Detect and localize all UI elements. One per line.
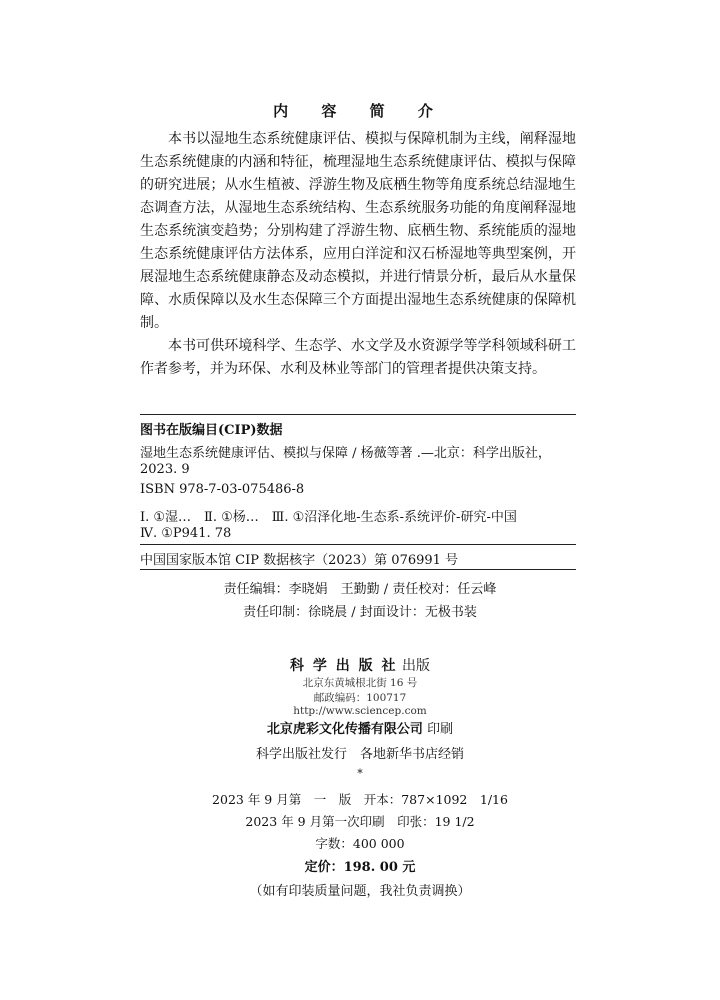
separator-asterisk: *: [357, 767, 363, 780]
distribution-line: 科学出版社发行 各地新华书店经销: [255, 747, 464, 762]
edition-line-2: 2023 年 9 月第一次印刷 印张：19 1/2: [245, 814, 475, 829]
cip-library-note: 中国国家版本馆 CIP 数据核字（2023）第 076991 号: [140, 553, 459, 568]
cip-top-rule: [140, 414, 576, 415]
staff-line-1: 责任编辑：李晓娟 王勤勤 / 责任校对：任云峰: [223, 582, 497, 597]
publisher-line: [0, 655, 720, 675]
printer-role: 印刷: [427, 722, 454, 737]
printer-line: [0, 718, 720, 737]
cip-heading: 图书在版编目(CIP)数据: [140, 423, 283, 438]
intro-paragraph-2: 本书可供环境科学、生态学、水文学及水资源学等学科领域科研工作者参考，并为环保、水利及林业等部门的管理者提供决策支持。: [140, 338, 576, 377]
publisher-website: http://www.sciencep.com: [293, 705, 427, 717]
cip-isbn: ISBN 978-7-03-075486-8: [140, 482, 305, 497]
word-count: 字数：400 000: [315, 836, 405, 851]
cip-classification-line-2: Ⅳ. ①P941. 78: [140, 526, 232, 541]
price: 定价：198. 00 元: [304, 860, 416, 875]
intro-paragraph-1: 本书以湿地生态系统健康评估、模拟与保障机制为主线，阐释湿地生态系统健康的内涵和特征，梳理湿地生态系统健康评估、模拟与保障的研究进展；从水生植被、浮游生物及底栖生物等角度系统总结湿地生态调查方法，从湿地生态系统结构、生态系统服务功能的角度阐释湿地生态系统演变趋势；分别构建了浮游生物、底栖生物、系统能质的湿地生态系统健康评估方法体系，应用白洋淀和汉石桥湿地等典型案例，开展湿地生态系统健康静态及动态模拟，并进行情景分析，最后从水量保障、水质保障以及水生态保障三个方面提出湿地生态系统健康的保障机制。: [140, 131, 576, 331]
cip-classification-line-1: Ⅰ. ①湿… Ⅱ. ①杨… Ⅲ. ①沼泽化地-生态系-系统评价-研究-中国: [140, 510, 517, 525]
cip-bottom-rule: [140, 569, 576, 570]
cip-middle-rule: [140, 544, 576, 545]
publisher-postcode: 邮政编码：100717: [313, 692, 407, 704]
intro-text: [140, 128, 576, 381]
publisher-role: 出版: [401, 658, 430, 674]
cip-record-line-2: 2023. 9: [140, 462, 190, 477]
printer-name: 北京虎彩文化传播有限公司: [266, 722, 423, 737]
cip-record-line-1: 湿地生态系统健康评估、模拟与保障 / 杨薇等著 .—北京：科学出版社，: [140, 446, 551, 461]
section-title: 内 容 简 介: [273, 102, 447, 120]
staff-line-2: 责任印制：徐晓晨 / 封面设计：无极书装: [243, 605, 477, 620]
publisher-address: 北京东黄城根北街 16 号: [302, 677, 418, 689]
edition-line-1: 2023 年 9 月第 一 版 开本：787×1092 1/16: [212, 792, 508, 807]
quality-note: （如有印装质量问题，我社负责调换）: [249, 884, 471, 899]
publisher-name: 科 学 出 版 社: [290, 658, 398, 674]
